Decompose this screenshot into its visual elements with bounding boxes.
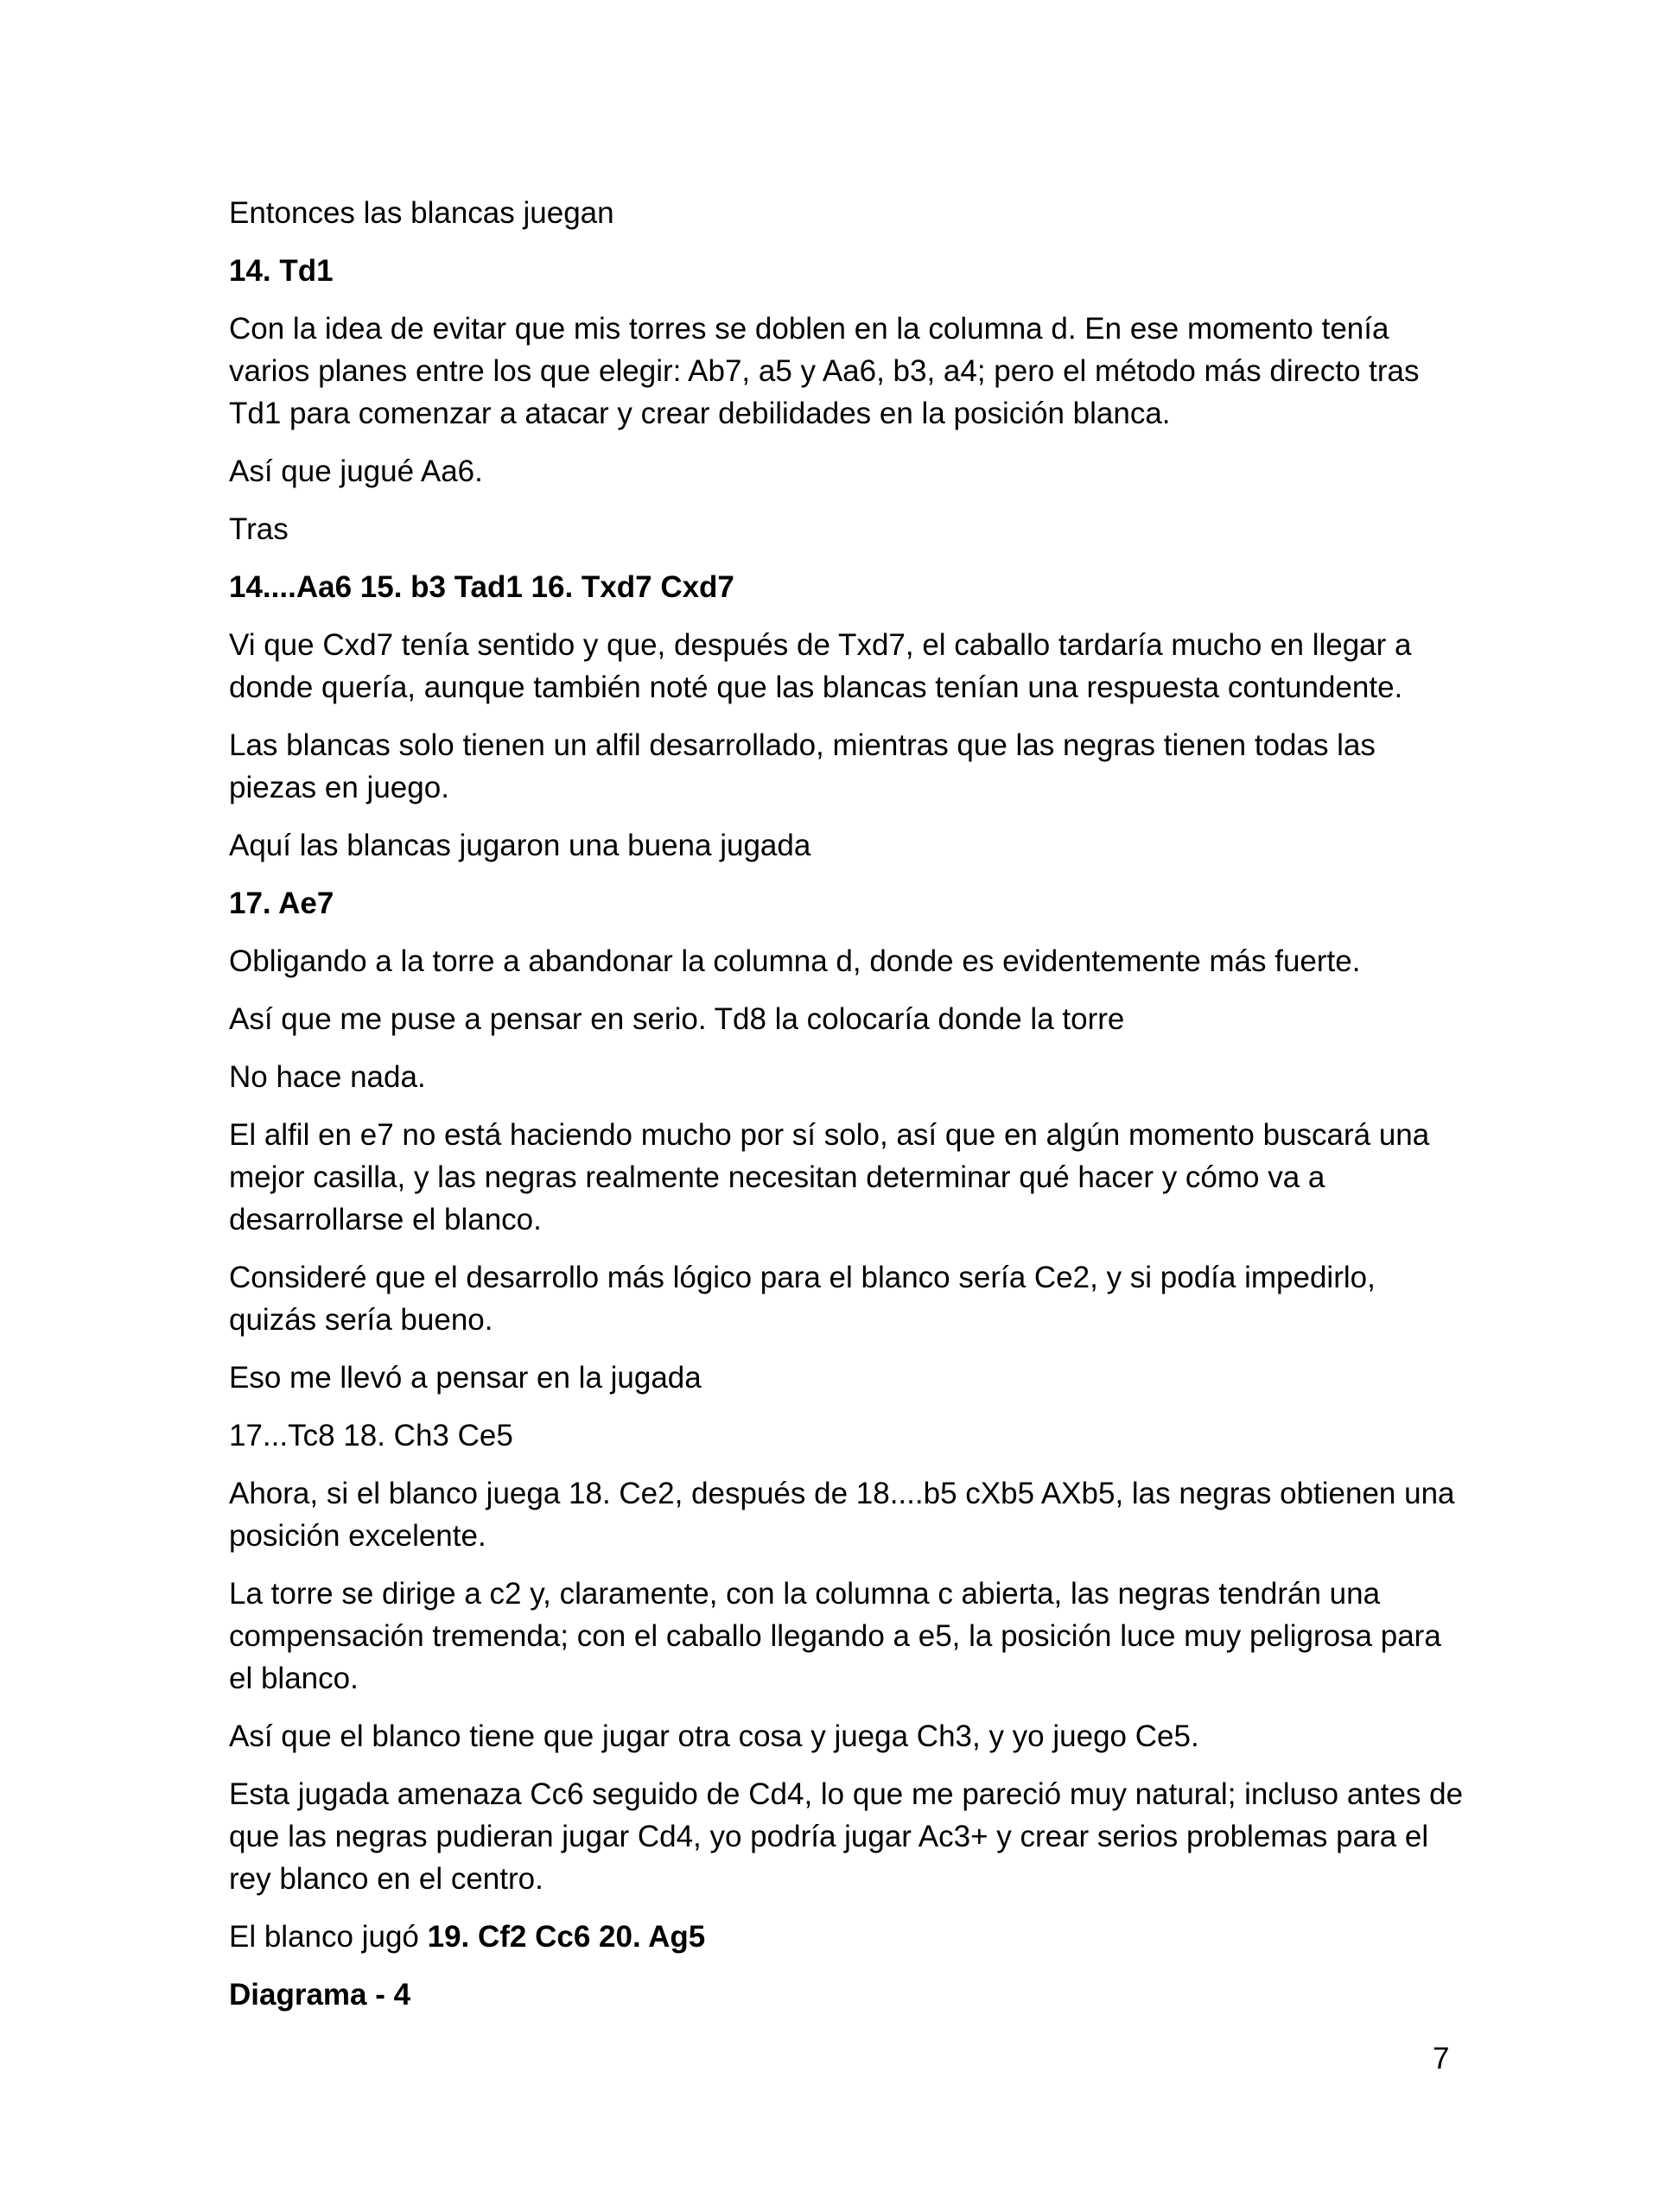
page-number: 7 bbox=[1433, 2042, 1450, 2075]
paragraph: Consideré que el desarrollo más lógico para el blanco sería Ce2, y si podía impedirlo, quizás sería bueno. bbox=[229, 1261, 1376, 1337]
paragraph: Esta jugada amenaza Cc6 seguido de Cd4, lo que me pareció muy natural; incluso antes de que las negras pudieran jugar Cd4, yo podría jugar Ac3+ y crear serios problemas para el rey blanco en el centro. bbox=[229, 1777, 1464, 1896]
paragraph: Las blancas solo tienen un alfil desarrollado, mientras que las negras tienen todas las piezas en juego. bbox=[229, 728, 1376, 804]
diagram-heading: Diagrama - 4 bbox=[229, 1978, 411, 2012]
move-sequence: 19. Cf2 Cc6 20. Ag5 bbox=[427, 1920, 706, 1954]
paragraph: Eso me llevó a pensar en la jugada bbox=[229, 1361, 702, 1395]
paragraph: El alfil en e7 no está haciendo mucho por sí solo, así que en algún momento buscará una mejor casilla, y las negras realmente necesitan determinar qué hacer y cómo va a desarrollarse el blanco. bbox=[229, 1118, 1430, 1236]
move-heading: 14....Aa6 15. b3 Tad1 16. Txd7 Cxd7 bbox=[229, 570, 734, 604]
paragraph: Así que el blanco tiene que jugar otra cosa y juega Ch3, y yo juego Ce5. bbox=[229, 1719, 1199, 1753]
paragraph: Así que jugué Aa6. bbox=[229, 454, 483, 488]
paragraph: Obligando a la torre a abandonar la columna d, donde es evidentemente más fuerte. bbox=[229, 944, 1361, 978]
move-heading: 14. Td1 bbox=[229, 254, 334, 288]
paragraph: Así que me puse a pensar en serio. Td8 la colocaría donde la torre bbox=[229, 1002, 1125, 1036]
paragraph-mixed bbox=[229, 1916, 1465, 1958]
paragraph-intro: Entonces las blancas juegan bbox=[229, 196, 614, 230]
move-line: 17...Tc8 18. Ch3 Ce5 bbox=[229, 1419, 513, 1452]
paragraph: Tras bbox=[229, 512, 289, 546]
paragraph: Vi que Cxd7 tenía sentido y que, después de Txd7, el caballo tardaría mucho en llegar a donde quería, aunque también noté que las blancas tenían una respuesta contundente. bbox=[229, 628, 1412, 704]
document-body bbox=[229, 192, 1465, 2031]
paragraph: Con la idea de evitar que mis torres se doblen en la columna d. En ese momento tenía varios planes entre los que elegir: Ab7, a5 y Aa6, b3, a4; pero el método más directo tras Td1 para comenzar a atacar y crear debilidades en la posición blanca. bbox=[229, 312, 1420, 430]
paragraph: No hace nada. bbox=[229, 1060, 426, 1094]
paragraph-prefix: El blanco jugó bbox=[229, 1920, 428, 1954]
paragraph: Ahora, si el blanco juega 18. Ce2, después de 18....b5 cXb5 AXb5, las negras obtienen una posición excelente. bbox=[229, 1477, 1455, 1553]
paragraph: La torre se dirige a c2 y, claramente, con la columna c abierta, las negras tendrán una compensación tremenda; con el caballo llegando a e5, la posición luce muy peligrosa para el blanco. bbox=[229, 1577, 1441, 1695]
move-heading: 17. Ae7 bbox=[229, 887, 334, 920]
paragraph: Aquí las blancas jugaron una buena jugada bbox=[229, 829, 811, 862]
